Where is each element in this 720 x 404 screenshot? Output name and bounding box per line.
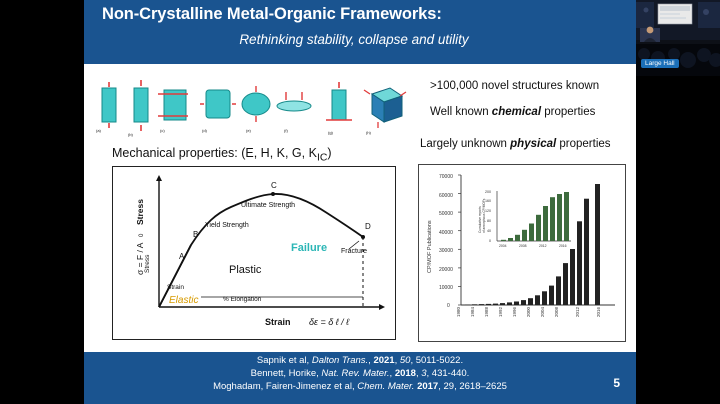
svg-text:σ = F / A: σ = F / A xyxy=(135,242,145,275)
ref2-authors: Bennett, Horike, xyxy=(250,368,322,379)
right-point-physical xyxy=(420,138,636,150)
svg-text:20000: 20000 xyxy=(439,267,453,273)
svg-text:160: 160 xyxy=(485,199,491,203)
slide-body xyxy=(84,64,636,352)
svg-text:30000: 30000 xyxy=(439,248,453,254)
svg-text:70000: 70000 xyxy=(439,174,453,180)
svg-text:120: 120 xyxy=(485,209,491,213)
ref2-sep1: , xyxy=(389,368,395,379)
ref3-year: 2017 xyxy=(414,381,439,392)
svg-text:Cumulative reports: Cumulative reports xyxy=(478,206,482,233)
speaker-video-inset[interactable] xyxy=(636,0,720,76)
svg-text:2004: 2004 xyxy=(499,244,507,248)
ref2-year: 2018 xyxy=(394,368,416,379)
svg-text:2016: 2016 xyxy=(559,244,567,248)
ref2-sep2: , xyxy=(415,368,422,379)
physical-post: properties xyxy=(556,138,611,150)
right-point-chemical xyxy=(430,106,630,118)
svg-text:10000: 10000 xyxy=(439,285,453,291)
ref1-journal: Dalton Trans. xyxy=(311,355,369,366)
svg-text:1992: 1992 xyxy=(498,306,503,317)
svg-text:Fracture: Fracture xyxy=(341,248,368,255)
chemical-emph: chemical xyxy=(491,106,542,118)
svg-text:2016: 2016 xyxy=(596,306,601,317)
mechanical-properties-close: ) xyxy=(327,146,332,160)
mechanical-properties-text: Mechanical properties: (E, H, K, G, K xyxy=(112,146,317,160)
slide-title-band xyxy=(84,0,636,64)
mechanical-properties-label xyxy=(112,146,332,164)
svg-text:δε = δ ℓ / ℓ: δε = δ ℓ / ℓ xyxy=(309,317,350,327)
ref3-authors: Moghadam, Fairen-Jimenez et al, xyxy=(213,381,358,392)
page-title: Non-Crystalline Metal-Organic Frameworks: xyxy=(102,5,442,23)
physical-emph: physical xyxy=(510,138,557,150)
svg-text:of amorphous CP/MOFs: of amorphous CP/MOFs xyxy=(482,198,486,233)
svg-text:Stress: Stress xyxy=(144,254,151,273)
mechanical-properties-subscript: IC xyxy=(316,152,328,164)
slide xyxy=(84,0,636,404)
stress-strain-chart xyxy=(112,166,396,340)
svg-text:60000: 60000 xyxy=(439,193,453,199)
ref1-volume: 50 xyxy=(399,355,411,366)
physical-pre: Largely unknown xyxy=(420,138,511,150)
publications-bar-chart xyxy=(418,164,626,342)
svg-text:(g): (g) xyxy=(328,130,333,135)
svg-text:D: D xyxy=(365,222,371,231)
svg-text:40: 40 xyxy=(487,229,491,233)
svg-text:1980: 1980 xyxy=(456,306,461,317)
ref1-authors: Sapnik et al, xyxy=(256,355,312,366)
ref3-journal: Chem. Mater. xyxy=(357,381,415,392)
page-subtitle: Rethinking stability, collapse and utility xyxy=(239,32,469,47)
svg-text:2012: 2012 xyxy=(575,306,580,317)
svg-text:1988: 1988 xyxy=(484,306,489,317)
svg-text:1996: 1996 xyxy=(512,306,517,317)
svg-text:(b): (b) xyxy=(128,132,133,137)
slide-page-number: 5 xyxy=(613,376,620,390)
svg-text:50000: 50000 xyxy=(439,211,453,217)
ref3-pages: , 29, 2618–2625 xyxy=(438,381,507,392)
svg-text:2004: 2004 xyxy=(540,306,545,317)
svg-text:40000: 40000 xyxy=(439,230,453,236)
svg-text:A: A xyxy=(179,252,185,261)
hall-badge: Large Hall xyxy=(641,59,679,68)
svg-text:Plastic: Plastic xyxy=(229,264,262,276)
svg-text:(e): (e) xyxy=(246,128,251,133)
svg-text:Strain: Strain xyxy=(265,317,291,327)
ref2-pages: , 431-440. xyxy=(426,368,470,379)
references-band xyxy=(84,352,636,404)
svg-text:2012: 2012 xyxy=(539,244,547,248)
chemical-post: properties xyxy=(541,106,596,118)
svg-text:1984: 1984 xyxy=(470,306,475,317)
svg-text:(h): (h) xyxy=(366,130,371,135)
svg-text:Stress: Stress xyxy=(135,199,145,225)
svg-text:200: 200 xyxy=(485,190,491,194)
reference-3 xyxy=(84,381,636,392)
svg-text:Strain: Strain xyxy=(167,284,184,291)
svg-text:Elastic: Elastic xyxy=(169,295,199,306)
svg-text:0: 0 xyxy=(447,303,450,309)
svg-text:B: B xyxy=(193,230,199,239)
reference-1 xyxy=(84,355,636,366)
svg-text:(d): (d) xyxy=(202,128,207,133)
left-letterbox xyxy=(0,0,84,404)
svg-text:CP/MOF Publications: CP/MOF Publications xyxy=(427,220,433,273)
svg-text:2008: 2008 xyxy=(519,244,527,248)
ref2-journal: Nat. Rev. Mater. xyxy=(321,368,390,379)
deformation-modes-diagram xyxy=(94,76,414,138)
svg-text:2000: 2000 xyxy=(526,306,531,317)
svg-text:(c): (c) xyxy=(160,128,165,133)
ref1-sep1: , xyxy=(368,355,374,366)
svg-text:(f): (f) xyxy=(284,128,288,133)
svg-text:Failure: Failure xyxy=(291,242,328,254)
svg-text:% Elongation: % Elongation xyxy=(223,296,262,303)
ref1-pages: , 5011-5022. xyxy=(410,355,464,366)
ref2-volume: 3 xyxy=(421,368,427,379)
svg-text:2008: 2008 xyxy=(554,306,559,317)
svg-text:(a): (a) xyxy=(96,128,101,133)
chemical-pre: Well known xyxy=(430,106,492,118)
svg-text:0: 0 xyxy=(139,233,145,237)
svg-text:Yield Strength: Yield Strength xyxy=(205,222,249,229)
svg-text:80: 80 xyxy=(487,219,491,223)
svg-text:0: 0 xyxy=(489,239,491,243)
ref1-sep2: , xyxy=(394,355,400,366)
right-point-structures: >100,000 novel structures known xyxy=(430,80,600,92)
reference-2 xyxy=(84,368,636,379)
svg-text:Ultimate Strength: Ultimate Strength xyxy=(241,202,296,209)
svg-text:C: C xyxy=(271,181,277,190)
ref1-year: 2021 xyxy=(373,355,395,366)
